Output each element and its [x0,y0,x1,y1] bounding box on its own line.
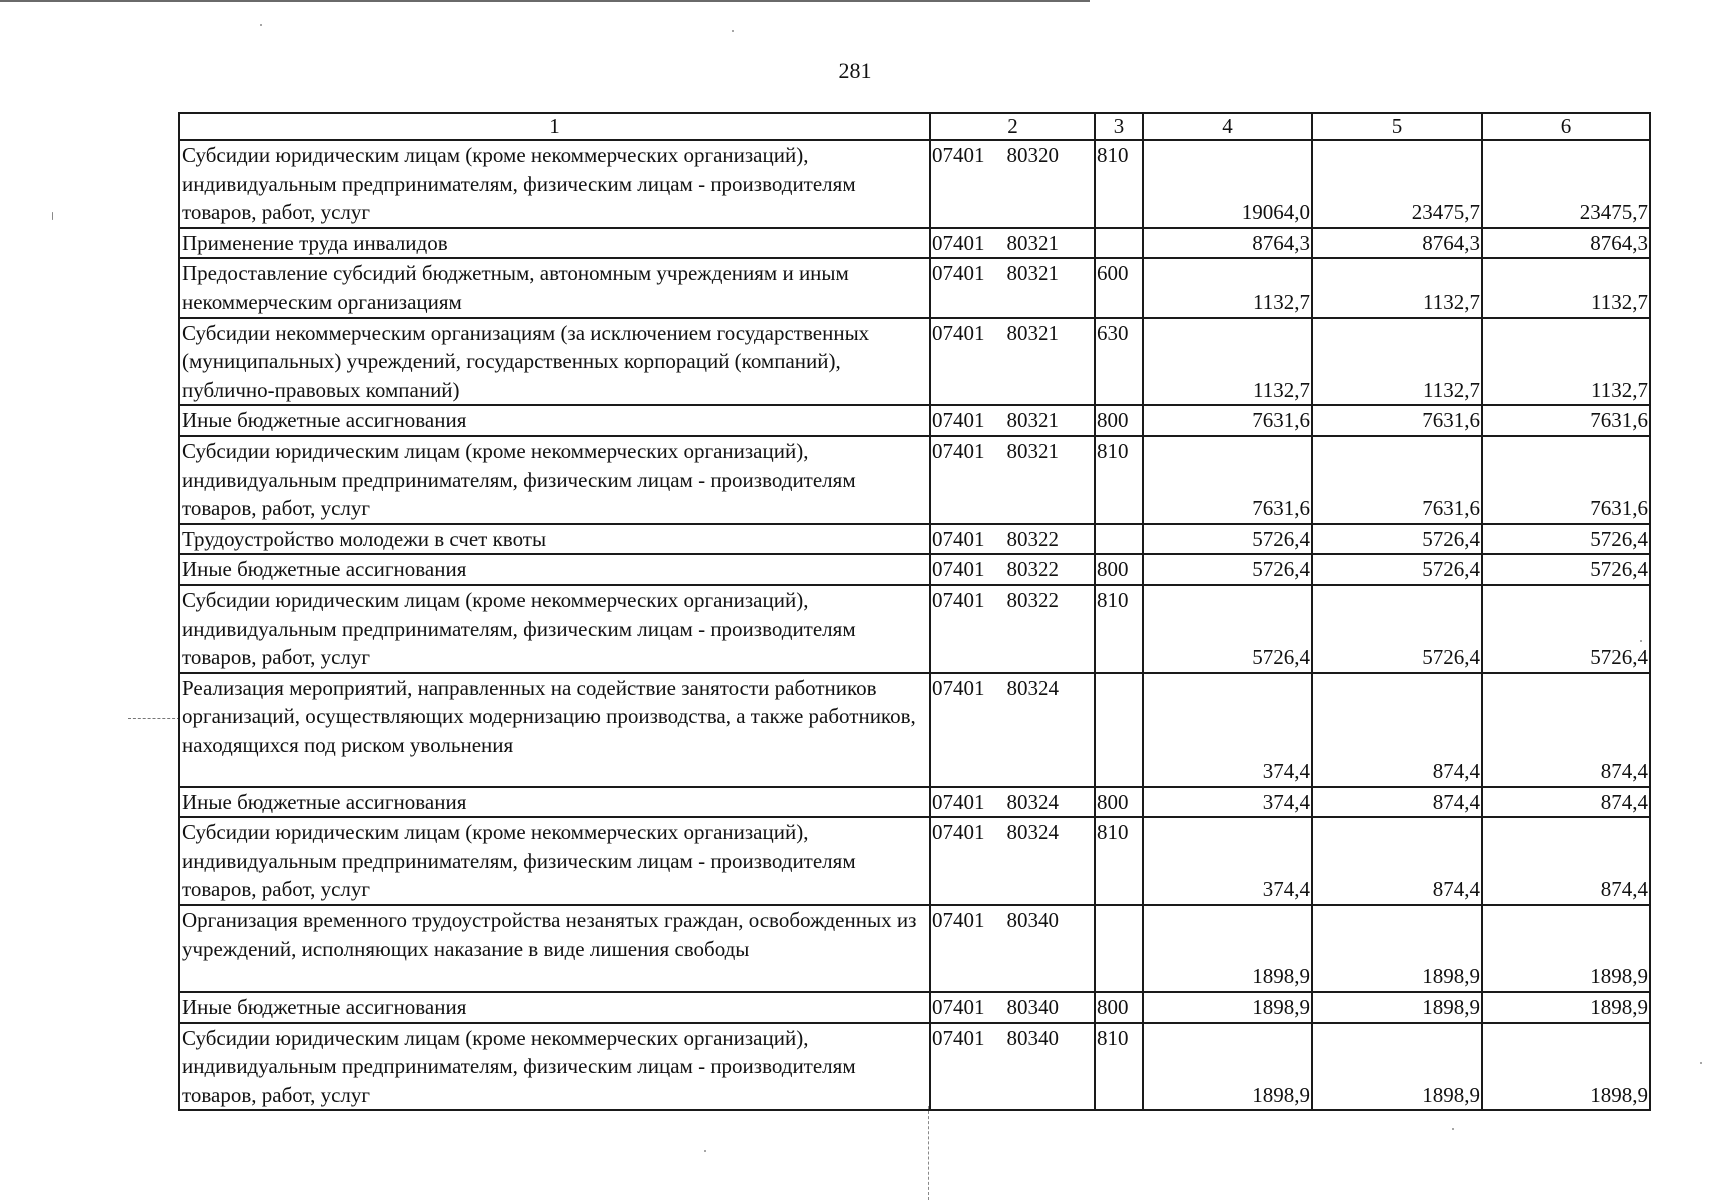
row-article-code: 80322 [1006,557,1059,582]
row-amount-col-4: 7631,6 [1143,405,1312,436]
row-code [930,258,1095,317]
row-section-code: 07401 [932,261,985,286]
row-amount-col-5: 8764,3 [1312,228,1482,259]
row-amount-col-4: 19064,0 [1143,140,1312,228]
table-row [179,318,1650,406]
row-expense-kind: 600 [1095,258,1143,317]
row-section-code: 07401 [932,143,985,167]
scan-speck [732,30,734,32]
row-amount-col-5: 5726,4 [1312,554,1482,585]
row-article-code: 80322 [1006,526,1059,551]
row-name: Иные бюджетные ассигнования [179,787,930,818]
row-article-code: 80322 [1006,587,1059,612]
row-amount-col-6: 1132,7 [1482,318,1650,406]
row-amount-col-4: 1898,9 [1143,992,1312,1023]
row-code [930,228,1095,259]
row-section-code: 07401 [932,408,985,433]
row-expense-kind: 810 [1095,817,1143,905]
row-name: Реализация мероприятий, направленных на содействие занятости работников организаций, осуществляющих модернизацию производства, а также работников, находящихся под риском увольнения [179,673,930,787]
row-expense-kind: 800 [1095,992,1143,1023]
row-expense-kind: 810 [1095,140,1143,228]
row-amount-col-6: 874,4 [1482,817,1650,905]
row-name: Субсидии юридическим лицам (кроме некоммерческих организаций), индивидуальным предпринимателям, физическим лицам - производителям товаров, работ, услуг [179,436,930,524]
header-col-1: 1 [179,113,930,140]
row-amount-col-4: 1132,7 [1143,258,1312,317]
row-expense-kind: 800 [1095,554,1143,585]
row-code [930,405,1095,436]
row-expense-kind [1095,673,1143,787]
row-section-code: 07401 [932,995,985,1020]
row-section-code: 07401 [932,820,985,845]
row-amount-col-6: 8764,3 [1482,228,1650,259]
row-amount-col-5: 874,4 [1312,673,1482,787]
column-number-header [179,113,1650,140]
row-amount-col-6: 1898,9 [1482,992,1650,1023]
row-name: Иные бюджетные ассигнования [179,554,930,585]
row-section-code: 07401 [932,526,985,551]
table-row [179,1023,1650,1111]
row-code [930,1023,1095,1111]
header-col-5: 5 [1312,113,1482,140]
row-section-code: 07401 [932,320,985,345]
row-amount-col-4: 8764,3 [1143,228,1312,259]
row-article-code: 80321 [1006,320,1059,345]
row-article-code: 80324 [1006,820,1059,845]
row-article-code: 80320 [1006,143,1059,167]
row-amount-col-4: 7631,6 [1143,436,1312,524]
scan-artifact-line [128,718,180,719]
row-amount-col-6: 1898,9 [1482,905,1650,992]
page-number: 281 [838,58,872,83]
row-name: Иные бюджетные ассигнования [179,992,930,1023]
row-section-code: 07401 [932,908,985,933]
header-col-4: 4 [1143,113,1312,140]
row-amount-col-5: 5726,4 [1312,585,1482,673]
row-amount-col-4: 374,4 [1143,817,1312,905]
row-name: Иные бюджетные ассигнования [179,405,930,436]
row-expense-kind: 800 [1095,787,1143,818]
row-expense-kind [1095,905,1143,992]
row-amount-col-6: 874,4 [1482,673,1650,787]
row-code [930,585,1095,673]
table-row [179,140,1650,228]
row-amount-col-4: 5726,4 [1143,585,1312,673]
row-expense-kind: 810 [1095,436,1143,524]
row-article-code: 80321 [1006,261,1059,286]
scan-speck [704,1150,706,1152]
row-amount-col-6: 1898,9 [1482,1023,1650,1111]
row-expense-kind: 810 [1095,1023,1143,1111]
row-amount-col-6: 7631,6 [1482,405,1650,436]
row-code [930,787,1095,818]
table-row [179,673,1650,787]
row-section-code: 07401 [932,587,985,612]
row-amount-col-5: 5726,4 [1312,524,1482,555]
row-code [930,554,1095,585]
row-amount-col-5: 1898,9 [1312,992,1482,1023]
row-code [930,140,1095,228]
row-section-code: 07401 [932,789,985,814]
row-amount-col-5: 7631,6 [1312,436,1482,524]
row-amount-col-5: 1132,7 [1312,318,1482,406]
row-expense-kind: 630 [1095,318,1143,406]
row-amount-col-5: 23475,7 [1312,140,1482,228]
row-article-code: 80324 [1006,789,1059,814]
header-col-3: 3 [1095,113,1143,140]
row-name: Трудоустройство молодежи в счет квоты [179,524,930,555]
row-amount-col-6: 5726,4 [1482,554,1650,585]
table-row [179,258,1650,317]
row-expense-kind [1095,524,1143,555]
table-row [179,524,1650,555]
row-section-code: 07401 [932,675,985,700]
row-amount-col-6: 1132,7 [1482,258,1650,317]
row-name: Субсидии юридическим лицам (кроме некоммерческих организаций), индивидуальным предпринимателям, физическим лицам - производителям товаров, работ, услуг [179,817,930,905]
row-amount-col-6: 5726,4 [1482,524,1650,555]
row-amount-col-4: 1132,7 [1143,318,1312,406]
row-amount-col-6: 5726,4 [1482,585,1650,673]
row-amount-col-5: 874,4 [1312,817,1482,905]
row-section-code: 07401 [932,438,985,463]
row-code [930,524,1095,555]
row-amount-col-4: 374,4 [1143,673,1312,787]
row-article-code: 80321 [1006,230,1059,255]
row-amount-col-5: 1898,9 [1312,1023,1482,1111]
scan-top-edge [0,0,1090,2]
row-expense-kind [1095,228,1143,259]
table-row [179,585,1650,673]
row-amount-col-4: 1898,9 [1143,905,1312,992]
row-name: Субсидии юридическим лицам (кроме некоммерческих организаций), индивидуальным предпринимателям, физическим лицам - производителям товаров, работ, услуг [179,585,930,673]
row-amount-col-4: 5726,4 [1143,524,1312,555]
row-amount-col-5: 7631,6 [1312,405,1482,436]
row-code [930,817,1095,905]
budget-table [178,112,1651,1111]
table-row [179,992,1650,1023]
row-code [930,992,1095,1023]
row-article-code: 80321 [1006,438,1059,463]
row-article-code: 80340 [1006,1025,1059,1050]
scan-speck [52,212,53,220]
row-amount-col-5: 1132,7 [1312,258,1482,317]
row-code [930,436,1095,524]
row-amount-col-6: 874,4 [1482,787,1650,818]
row-expense-kind: 800 [1095,405,1143,436]
scan-speck [1700,1062,1702,1064]
scan-artifact-dots [928,1106,929,1200]
table-row [179,554,1650,585]
row-amount-col-4: 1898,9 [1143,1023,1312,1111]
row-section-code: 07401 [932,230,985,255]
row-amount-col-5: 874,4 [1312,787,1482,818]
row-name: Субсидии юридическим лицам (кроме некоммерческих организаций), индивидуальным предпринимателям, физическим лицам - производителям товаров, работ, услуг [179,140,930,228]
table-row [179,787,1650,818]
scan-speck [260,24,262,26]
row-article-code: 80340 [1006,995,1059,1020]
row-name: Субсидии юридическим лицам (кроме некоммерческих организаций), индивидуальным предпринимателям, физическим лицам - производителям товаров, работ, услуг [179,1023,930,1111]
scan-speck [1452,1128,1454,1130]
row-section-code: 07401 [932,1025,985,1050]
row-code [930,673,1095,787]
row-article-code: 80324 [1006,675,1059,700]
header-col-2: 2 [930,113,1095,140]
row-article-code: 80321 [1006,408,1059,433]
table-row [179,817,1650,905]
row-code [930,318,1095,406]
row-code [930,905,1095,992]
row-amount-col-6: 7631,6 [1482,436,1650,524]
row-name: Организация временного трудоустройства незанятых граждан, освобожденных из учреждений, исполняющих наказание в виде лишения свободы [179,905,930,992]
table-row [179,436,1650,524]
row-name: Применение труда инвалидов [179,228,930,259]
row-article-code: 80340 [1006,908,1059,933]
row-name: Субсидии некоммерческим организациям (за исключением государственных (муниципальных) учреждений, государственных корпораций (компаний), публично-правовых компаний) [179,318,930,406]
row-section-code: 07401 [932,557,985,582]
row-expense-kind: 810 [1095,585,1143,673]
row-name: Предоставление субсидий бюджетным, автономным учреждениям и иным некоммерческим организациям [179,258,930,317]
table-row [179,405,1650,436]
row-amount-col-4: 5726,4 [1143,554,1312,585]
header-col-6: 6 [1482,113,1650,140]
row-amount-col-4: 374,4 [1143,787,1312,818]
table-row [179,228,1650,259]
table-row [179,905,1650,992]
row-amount-col-5: 1898,9 [1312,905,1482,992]
row-amount-col-6: 23475,7 [1482,140,1650,228]
